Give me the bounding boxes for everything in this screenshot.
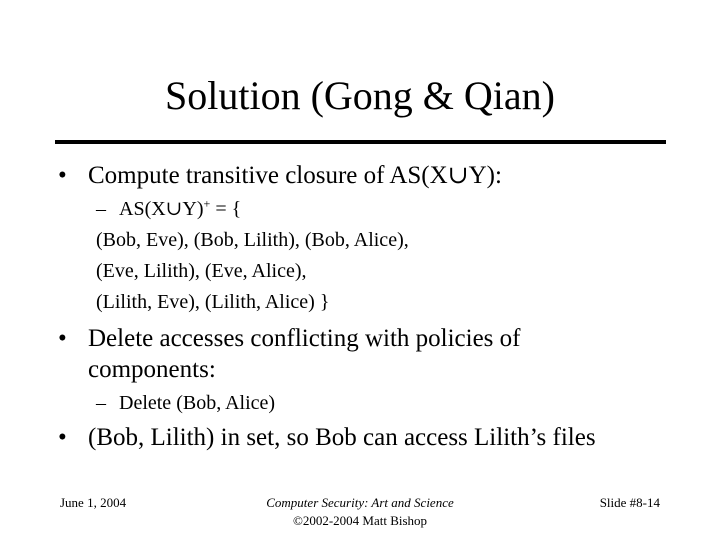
sub-bullet-delete [96, 390, 275, 417]
closure-prefix: AS(X∪Y) [119, 198, 204, 220]
dash-marker: – [96, 392, 106, 414]
footer-course-title: Computer Security: Art and Science [266, 495, 454, 510]
bullet-text: (Bob, Lilith) in set, so Bob can access Lilith’s files [88, 424, 596, 451]
slide-title: Solution (Gong & Qian) [165, 73, 555, 118]
bullet-marker: • [58, 325, 67, 352]
dash-marker: – [96, 198, 106, 220]
footer-center [210, 494, 510, 530]
bullet-text: Delete accesses conflicting with policies of [88, 325, 521, 352]
title-underline [55, 140, 666, 144]
footer-date: June 1, 2004 [60, 495, 127, 510]
bullet-marker: • [58, 424, 67, 451]
closure-superscript: + [203, 196, 211, 211]
bullet-2-continuation: components: [88, 356, 216, 383]
closure-line-3: (Lilith, Eve), (Lilith, Alice) } [96, 291, 330, 313]
sub-bullet-closure [96, 196, 241, 223]
closure-suffix: = { [210, 198, 242, 220]
closure-line-2: (Eve, Lilith), (Eve, Alice), [96, 260, 307, 282]
footer-slide-number: Slide #8-14 [599, 495, 660, 510]
sub-bullet-text: Delete (Bob, Alice) [119, 392, 276, 414]
closure-line-1: (Bob, Eve), (Bob, Lilith), (Bob, Alice), [96, 229, 409, 251]
bullet-marker: • [58, 162, 67, 189]
footer-copyright: ©2002-2004 Matt Bishop [292, 513, 428, 528]
bullet-text: Compute transitive closure of AS(X∪Y): [88, 162, 502, 189]
